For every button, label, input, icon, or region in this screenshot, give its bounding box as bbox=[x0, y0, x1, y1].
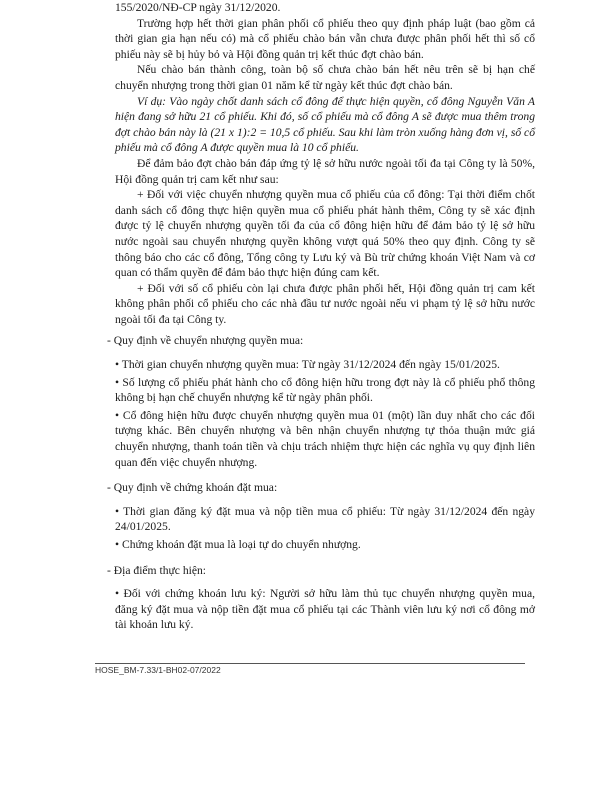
paragraph-transfer-restriction: Nếu chào bán thành công, toàn bộ số chưa chào bán hết nêu trên sẽ bị hạn chế chuyển nhượng trong thời gian 01 năm kể từ ngày kết thúc đợt chào bán. bbox=[115, 63, 535, 92]
paragraph-decree-ref: 155/2020/NĐ-CP ngày 31/12/2020. bbox=[115, 1, 281, 14]
bullet-share-type: • Số lượng cổ phiếu phát hành cho cổ đông hiện hữu trong đợt này là cổ phiếu phổ thông không bị hạn chế chuyển nhượng kể từ ngày phân phối. bbox=[115, 375, 535, 405]
section-heading-location: - Địa điểm thực hiện: bbox=[107, 563, 207, 577]
paragraph-example: Ví dụ: Vào ngày chốt danh sách cổ đông để thực hiện quyền, cổ đông Nguyễn Văn A hiện đang sở hữu 21 cổ phiếu. Khi đó, số cổ phiếu mà cổ đông A sẽ được mua thêm trong đợt chào bán này là (21 x 1):2 = 10,5 cổ phiếu. Sau khi làm tròn xuống hàng đơn vị, số cổ phiếu mà cổ đông A được quyền mua là 10 cổ phiếu. bbox=[115, 94, 535, 155]
paragraph-commitment-transfer: + Đối với việc chuyển nhượng quyền mua cổ phiếu của cổ đông: Tại thời điểm chốt danh sách cổ đông thực hiện quyền mua cổ phiếu phát hành thêm, Công ty sẽ xác định được tỷ lệ chuyển nhượng quyền tối đa của cổ đông hiện hữu để đảm bảo tỷ lệ sở hữu nước ngoài sau chuyển nhượng quyền không vượt quá 50% theo quy định. Công ty sẽ thông báo cho các cổ đông, Tổng công ty Lưu ký và Bù trừ chứng khoán Việt Nam và cơ quan có thẩm quyền để đảm bảo thực hiện đúng cam kết. bbox=[115, 188, 535, 280]
paragraph-foreign-ownership: Để đảm bảo đợt chào bán đáp ứng tỷ lệ sở hữu nước ngoài tối đa tại Công ty là 50%, Hội đồng quản trị cam kết như sau: bbox=[115, 156, 535, 186]
document-body bbox=[107, 0, 535, 633]
section-heading-rights-transfer: - Quy định về chuyển nhượng quyền mua: bbox=[107, 334, 304, 348]
bullet-transfer-period: • Thời gian chuyển nhượng quyền mua: Từ ngày 31/12/2024 đến ngày 15/01/2025. bbox=[115, 358, 500, 372]
paragraph-commitment-remaining: + Đối với số cổ phiếu còn lại chưa được phân phối hết, Hội đồng quản trị cam kết không phân phối cổ phiếu cho các nhà đầu tư nước ngoài nếu vi phạm tỷ lệ sở hữu nước ngoài tối đa tại Công ty. bbox=[115, 281, 535, 326]
section-heading-subscription: - Quy định về chứng khoán đặt mua: bbox=[107, 481, 278, 495]
bullet-free-transfer: • Chứng khoán đặt mua là loại tự do chuyển nhượng. bbox=[115, 538, 361, 551]
bullet-depository-location: • Đối với chứng khoán lưu ký: Người sở hữu làm thủ tục chuyển nhượng quyền mua, đăng ký đặt mua và nộp tiền đặt mua cổ phiếu tại các Thành viên lưu ký nơi cổ đông mở tài khoản lưu ký. bbox=[115, 587, 535, 632]
paragraph-unsold-shares: Trường hợp hết thời gian phân phối cổ phiếu theo quy định pháp luật (bao gồm cả thời gian gia hạn nếu có) mà cổ phiếu chào bán vẫn chưa được phân phối hết thì số cổ phiếu này sẽ bị hủy bỏ và Hội đồng quản trị kết thúc đợt chào bán. bbox=[115, 16, 535, 61]
bullet-subscription-period: • Thời gian đăng ký đặt mua và nộp tiền mua cổ phiếu: Từ ngày 31/12/2024 đến ngày 24/01/2025. bbox=[115, 504, 535, 534]
form-code-footer: HOSE_BM-7.33/1-BH02-07/2022 bbox=[95, 663, 525, 675]
bullet-transfer-once: • Cổ đông hiện hữu được chuyển nhượng quyền mua 01 (một) lần duy nhất cho các đối tượng khác. Bên chuyển nhượng và bên nhận chuyển nhượng tự thỏa thuận mức giá chuyển nhượng, thanh toán tiền và chịu trách nhiệm thực hiện các nghĩa vụ quy định liên quan đến việc chuyển nhượng. bbox=[115, 408, 535, 469]
